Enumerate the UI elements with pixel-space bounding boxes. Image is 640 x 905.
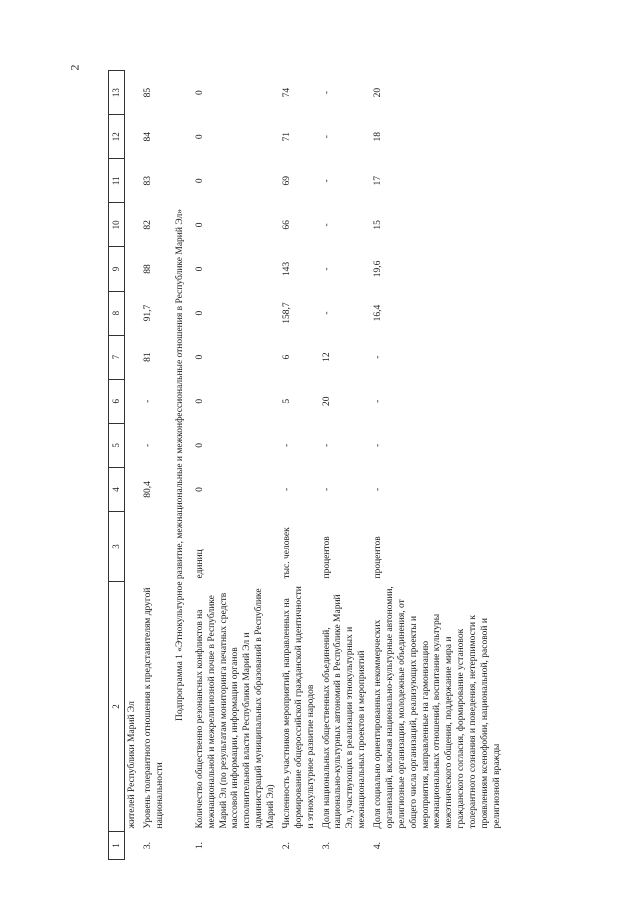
value-cell: 6 [281,354,292,360]
value-cell [125,159,141,203]
value-cell: 0 [194,398,205,404]
header-cell: 5 [109,423,125,467]
table-row [141,71,169,860]
page-number: 2 [67,64,82,71]
indicator-name: жителей Республики Марий Эл [127,701,138,829]
value-cell: 0 [194,222,205,228]
value-cell: 91,7 [143,304,154,322]
table-row [280,71,320,860]
value-cell [125,379,141,423]
table-row [193,71,280,860]
table-row [125,71,141,860]
subprogram-title: Подпрограмма 1 «Этнокультурное развитие, межнациональные и межконфессиональные отношения в Республике Марий Эл» [174,209,185,721]
value-cell [125,423,141,467]
unit-cell: процентов [373,536,383,579]
value-cell: 83 [143,176,154,186]
value-cell: 0 [194,134,205,140]
value-cell: - [321,311,332,315]
header-row [109,71,125,860]
value-cell: 0 [194,487,205,492]
header-cell: 8 [109,291,125,335]
value-cell: 16,4 [373,304,383,322]
header-cell: 10 [109,203,125,247]
value-cell: 0 [194,310,205,316]
value-cell: 80,4 [143,481,154,498]
header-cell: 9 [109,247,125,291]
value-cell: 71 [281,131,292,142]
unit-cell: единиц [194,549,205,579]
value-cell: - [373,399,383,403]
value-cell: 0 [194,90,205,95]
header-cell: 4 [109,467,125,511]
unit-cell: процентов [321,536,332,579]
value-cell [125,71,141,115]
row-number [125,832,141,860]
header-cell: 2 [109,582,125,832]
indicator-name: Уровень толерантного отношения к представителям другой национальности [143,587,165,829]
row-number: 4. [373,841,383,850]
value-cell [125,291,141,335]
header-cell: 12 [109,115,125,159]
indicator-name: Доля социально ориентированных некоммерческих организаций, включая национально-культурные автономии, религиозные организации, молодежные объединения, от общего числа организаций, реализующих проекты и мероприятия, направленные на гармонизацию межнациональных отношений, воспитание культуры межэтнического общения, поддержание мира и гражданского согласия, формирование установок толерантного сознания и поведения, нетерпимости к проявлениям ксенофобии, национальной, расовой и религиозной вражды [373,586,502,829]
subprogram-row [169,71,193,860]
row-number: 3. [143,841,154,850]
indicator-name: Доля национальных общественных объединений, национально-культурных автономий в Республике Марий Эл, участвующих в реализации этнокультурных и межнациональных проектов и мероприятий [321,594,368,829]
value-cell: 158,7 [281,302,292,324]
value-cell: 17 [373,176,383,186]
value-cell: 81 [143,352,154,362]
value-cell: 5 [281,398,292,404]
value-cell: 19,6 [373,260,383,278]
value-cell: 0 [194,442,205,448]
header-cell: 6 [109,379,125,423]
value-cell: 143 [281,261,292,277]
header-cell: 11 [109,159,125,203]
value-cell: - [321,487,332,492]
value-cell: 20 [321,396,332,407]
value-cell [125,335,141,379]
table-rotation [108,70,608,860]
value-cell: - [321,179,332,183]
value-cell: - [321,135,332,139]
value-cell: - [321,267,332,271]
value-cell: 12 [321,352,332,362]
value-cell: 66 [281,220,292,230]
value-cell: - [281,487,292,492]
value-cell: 18 [373,131,383,142]
value-cell: - [373,355,383,359]
value-cell: - [143,443,154,447]
indicator-table [108,70,506,860]
header-cell: 3 [109,512,125,582]
value-cell: 0 [194,354,205,360]
value-cell: - [373,487,383,492]
value-cell: 0 [194,266,205,272]
indicator-name: Численность участников мероприятий, направленных на формирование общероссийской гражданской идентичности и этнокультурное развитие народов [281,586,316,829]
value-cell: 0 [194,178,205,184]
value-cell [125,115,141,159]
value-cell: 69 [281,176,292,186]
value-cell: 15 [373,220,383,230]
value-cell: - [321,223,332,227]
value-cell: 74 [281,87,292,98]
value-cell: 88 [143,264,154,274]
unit-cell [125,512,141,582]
value-cell: - [321,91,332,95]
value-cell [125,247,141,291]
header-cell: 7 [109,335,125,379]
value-cell: 85 [143,87,154,98]
table-row [371,71,506,860]
header-cell: 1 [109,832,125,860]
value-cell: - [321,443,332,447]
value-cell: 84 [143,131,154,142]
rotated-table-frame [108,70,640,850]
row-number: 1. [194,841,205,850]
value-cell: 20 [373,87,383,98]
row-number: 2. [281,841,292,850]
value-cell: 82 [143,220,154,230]
unit-cell [141,512,169,582]
table-row [320,71,372,860]
value-cell [125,467,141,511]
value-cell: - [143,399,154,403]
indicator-name: Количество общественно резонансных конфликтов на межнациональной и межрелигиозной почве в Республике Марий Эл (по результатам мониторинга печатных средств массовой информации, информации органов исполнительной власти Республики Марий Эл и администраций муниципальных образований в Республике Марий Эл) [194,588,276,829]
unit-cell: тыс. человек [281,527,292,579]
value-cell [125,203,141,247]
value-cell: - [373,443,383,447]
row-number: 3. [321,841,332,850]
value-cell: - [281,443,292,447]
table-body [125,71,506,860]
header-cell: 13 [109,71,125,115]
